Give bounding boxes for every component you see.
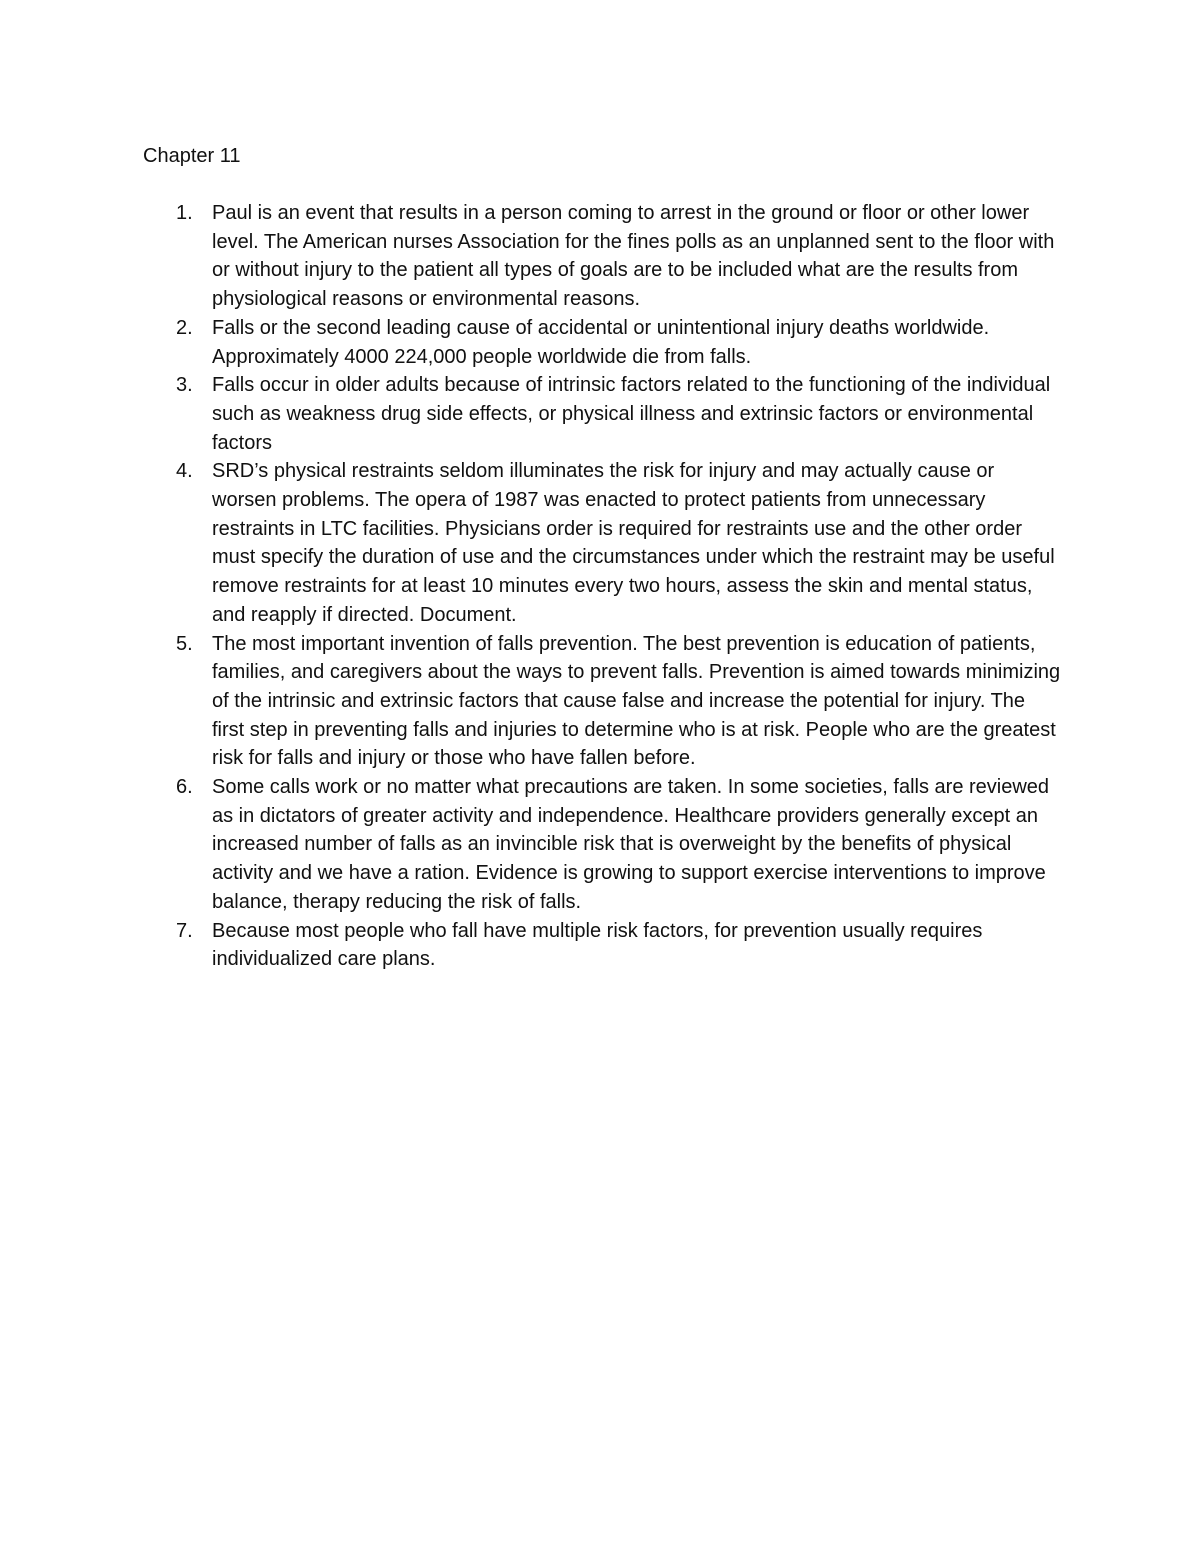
list-item-number: 7. <box>176 919 193 942</box>
list-item-number: 3. <box>176 374 193 397</box>
list-item-text: The most important invention of falls prevention. The best prevention is education of patients, families, and caregivers about the ways to prevent falls. Prevention is aimed towards minimizing of the intrinsic and extrinsic factors that cause false and increase the potential for injury. The first step in preventing falls and injuries to determine who is at risk. People who are the greatest risk for falls and injury or those who have fallen before. <box>212 632 1061 770</box>
list-item-number: 6. <box>176 776 193 799</box>
list-item-4 <box>0 457 1062 629</box>
list-item-7 <box>0 917 1062 974</box>
list-item-text: Some calls work or no matter what precautions are taken. In some societies, falls are reviewed as in dictators of greater activity and independence. Healthcare providers generally except an increased number of falls as an invincible risk that is overweight by the benefits of physical activity and we have a ration. Evidence is growing to support exercise interventions to improve balance, therapy reducing the risk of falls. <box>212 776 1050 913</box>
list-item-text: Because most people who fall have multiple risk factors, for prevention usually requires individualized care plans. <box>212 919 983 971</box>
list-item-2 <box>0 314 1062 371</box>
list-item-5 <box>0 630 1062 774</box>
list-item-6 <box>0 773 1062 917</box>
list-item-text: Paul is an event that results in a person coming to arrest in the ground or floor or other lower level. The American nurses Association for the fines polls as an unplanned sent to the floor with or without injury to the patient all types of goals are to be included what are the results from physiological reasons or environmental reasons. <box>212 202 1055 311</box>
numbered-list <box>0 199 1200 974</box>
list-item-number: 4. <box>176 460 193 483</box>
list-item-number: 5. <box>176 632 193 655</box>
list-item-number: 1. <box>176 202 193 224</box>
list-item-text: Falls or the second leading cause of accidental or unintentional injury deaths worldwide. Approximately 4000 224,000 people worldwide die from falls. <box>212 316 990 368</box>
list-item-1 <box>0 199 1062 314</box>
list-item-text: SRD’s physical restraints seldom illuminates the risk for injury and may actually cause or worsen problems. The opera of 1987 was enacted to protect patients from unnecessary restraints in LTC facilities. Physicians order is required for restraints use and the other order must specify the duration of use and the circumstances under which the restraint may be useful remove restraints for at least 10 minutes every two hours, assess the skin and mental status, and reapply if directed. Document. <box>212 460 1055 626</box>
chapter-title: Chapter 11 <box>143 145 241 167</box>
list-item-text: Falls occur in older adults because of intrinsic factors related to the functioning of the individual such as weakness drug side effects, or physical illness and extrinsic factors or environmental factors <box>212 374 1051 454</box>
list-item-3 <box>0 371 1062 457</box>
list-item-number: 2. <box>176 316 193 339</box>
